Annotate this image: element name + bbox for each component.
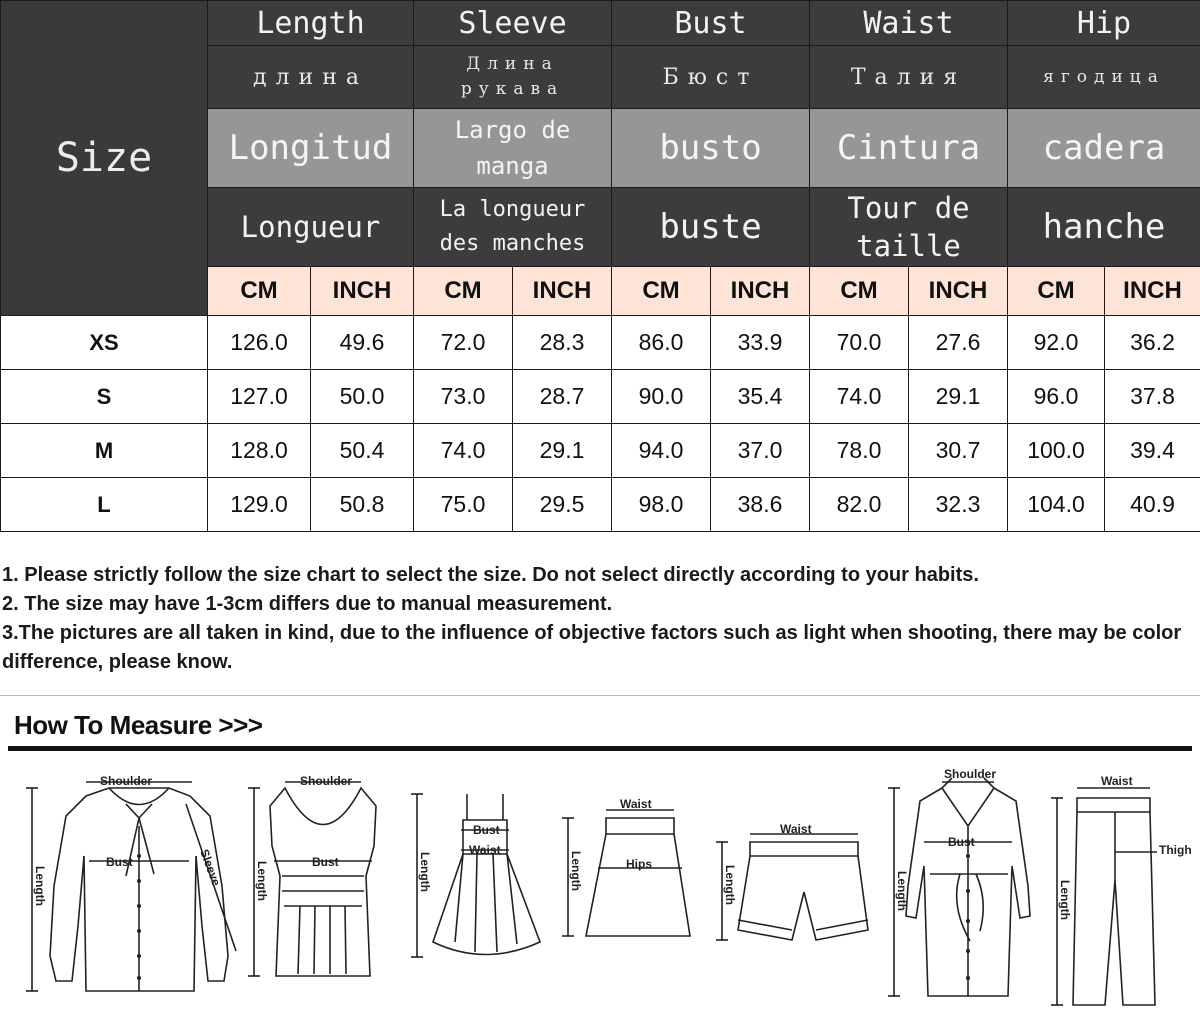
table-row bbox=[1, 316, 1200, 370]
header-bust-ru: Бюст bbox=[612, 46, 810, 109]
table-cell: 35.4 bbox=[711, 370, 810, 424]
top-illustration bbox=[240, 766, 390, 1006]
unit-inch: INCH bbox=[1105, 267, 1200, 316]
label-waist: Waist bbox=[780, 822, 812, 836]
unit-cm: CM bbox=[414, 267, 513, 316]
unit-inch: INCH bbox=[311, 267, 414, 316]
label-waist: Waist bbox=[1101, 774, 1133, 788]
table-cell: 90.0 bbox=[612, 370, 711, 424]
header-length-en: Length bbox=[208, 1, 414, 46]
table-cell: 78.0 bbox=[810, 424, 909, 478]
unit-inch: INCH bbox=[711, 267, 810, 316]
note-1: 1. Please strictly follow the size chart to select the size. Do not select directly according to your habits. bbox=[2, 564, 979, 586]
table-cell: 75.0 bbox=[414, 478, 513, 532]
divider bbox=[0, 695, 1200, 696]
table-cell: 29.1 bbox=[513, 424, 612, 478]
unit-inch: INCH bbox=[909, 267, 1008, 316]
header-hip-fr: hanche bbox=[1008, 188, 1200, 267]
size-column-header: Size bbox=[1, 1, 208, 316]
table-cell: 96.0 bbox=[1008, 370, 1105, 424]
header-hip-en: Hip bbox=[1008, 1, 1200, 46]
table-cell: 126.0 bbox=[208, 316, 311, 370]
table-cell: 37.0 bbox=[711, 424, 810, 478]
header-bust-fr: buste bbox=[612, 188, 810, 267]
table-cell: 28.3 bbox=[513, 316, 612, 370]
table-cell: 70.0 bbox=[810, 316, 909, 370]
label-hips: Hips bbox=[626, 857, 653, 871]
table-cell: 94.0 bbox=[612, 424, 711, 478]
table-cell: 128.0 bbox=[208, 424, 311, 478]
blouse-illustration bbox=[14, 766, 244, 1006]
unit-cm: CM bbox=[208, 267, 311, 316]
table-cell: 49.6 bbox=[311, 316, 414, 370]
coat-dress-illustration bbox=[880, 766, 1040, 1016]
size-label: M bbox=[1, 424, 208, 478]
size-label: S bbox=[1, 370, 208, 424]
table-cell: 38.6 bbox=[711, 478, 810, 532]
table-cell: 40.9 bbox=[1105, 478, 1200, 532]
size-notes bbox=[2, 561, 1198, 677]
table-cell: 74.0 bbox=[414, 424, 513, 478]
table-cell: 27.6 bbox=[909, 316, 1008, 370]
divider bbox=[8, 746, 1192, 751]
table-cell: 29.5 bbox=[513, 478, 612, 532]
table-cell: 36.2 bbox=[1105, 316, 1200, 370]
size-label: L bbox=[1, 478, 208, 532]
label-bust: Bust bbox=[948, 835, 975, 849]
table-cell: 98.0 bbox=[612, 478, 711, 532]
header-length-es: Longitud bbox=[208, 109, 414, 188]
measure-illustrations bbox=[0, 760, 1200, 1017]
header-bust-en: Bust bbox=[612, 1, 810, 46]
table-cell: 30.7 bbox=[909, 424, 1008, 478]
label-bust: Bust bbox=[106, 855, 133, 869]
header-bust-es: busto bbox=[612, 109, 810, 188]
header-waist-es: Cintura bbox=[810, 109, 1008, 188]
table-cell: 50.4 bbox=[311, 424, 414, 478]
header-sleeve-en: Sleeve bbox=[414, 1, 612, 46]
shorts-illustration bbox=[710, 820, 870, 970]
unit-cm: CM bbox=[612, 267, 711, 316]
label-sleeve: Sleeve bbox=[197, 847, 224, 888]
label-length: Length bbox=[569, 851, 583, 891]
table-cell: 100.0 bbox=[1008, 424, 1105, 478]
header-length-fr: Longueur bbox=[208, 188, 414, 267]
note-3: 3.The pictures are all taken in kind, due to the influence of objective factors such as light when shooting, there may be color difference, please know. bbox=[2, 622, 1182, 673]
table-cell: 32.3 bbox=[909, 478, 1008, 532]
unit-cm: CM bbox=[1008, 267, 1105, 316]
table-cell: 72.0 bbox=[414, 316, 513, 370]
label-length: Length bbox=[255, 861, 269, 901]
header-hip-ru: ягодица bbox=[1008, 46, 1200, 109]
label-bust: Bust bbox=[473, 823, 500, 837]
table-cell: 73.0 bbox=[414, 370, 513, 424]
label-shoulder: Shoulder bbox=[944, 767, 997, 781]
header-waist-en: Waist bbox=[810, 1, 1008, 46]
table-cell: 82.0 bbox=[810, 478, 909, 532]
pants-illustration bbox=[1045, 770, 1200, 1015]
table-cell: 28.7 bbox=[513, 370, 612, 424]
table-cell: 86.0 bbox=[612, 316, 711, 370]
header-hip-es: cadera bbox=[1008, 109, 1200, 188]
unit-cm: CM bbox=[810, 267, 909, 316]
label-shoulder: Shoulder bbox=[300, 774, 353, 788]
how-to-measure-title: How To Measure >>> bbox=[14, 710, 263, 740]
label-length: Length bbox=[1058, 880, 1072, 920]
size-label: XS bbox=[1, 316, 208, 370]
table-cell: 74.0 bbox=[810, 370, 909, 424]
label-waist: Waist bbox=[620, 797, 652, 811]
label-length: Length bbox=[723, 865, 737, 905]
table-cell: 50.0 bbox=[311, 370, 414, 424]
header-length-ru: длина bbox=[208, 46, 414, 109]
header-waist-fr: Tour de taille bbox=[810, 188, 1008, 267]
table-row bbox=[1, 370, 1200, 424]
table-cell: 37.8 bbox=[1105, 370, 1200, 424]
table-cell: 129.0 bbox=[208, 478, 311, 532]
label-length: Length bbox=[418, 852, 432, 892]
header-sleeve-ru: Длина рукава bbox=[414, 46, 612, 109]
label-length: Length bbox=[33, 866, 47, 906]
header-sleeve-es: Largo de manga bbox=[414, 109, 612, 188]
dress-illustration bbox=[405, 792, 545, 1002]
table-cell: 104.0 bbox=[1008, 478, 1105, 532]
skirt-illustration bbox=[556, 796, 696, 996]
label-thigh: Thigh bbox=[1159, 843, 1192, 857]
label-length: Length bbox=[895, 871, 909, 911]
table-cell: 92.0 bbox=[1008, 316, 1105, 370]
table-cell: 127.0 bbox=[208, 370, 311, 424]
header-waist-ru: Талия bbox=[810, 46, 1008, 109]
note-2: 2. The size may have 1-3cm differs due to manual measurement. bbox=[2, 593, 613, 615]
label-shoulder: Shoulder bbox=[100, 774, 153, 788]
table-cell: 39.4 bbox=[1105, 424, 1200, 478]
table-row bbox=[1, 478, 1200, 532]
table-cell: 29.1 bbox=[909, 370, 1008, 424]
table-cell: 33.9 bbox=[711, 316, 810, 370]
table-row bbox=[1, 424, 1200, 478]
header-sleeve-fr: La longueur des manches bbox=[414, 188, 612, 267]
table-cell: 50.8 bbox=[311, 478, 414, 532]
label-bust: Bust bbox=[312, 855, 339, 869]
label-waist: Waist bbox=[469, 843, 501, 857]
unit-inch: INCH bbox=[513, 267, 612, 316]
